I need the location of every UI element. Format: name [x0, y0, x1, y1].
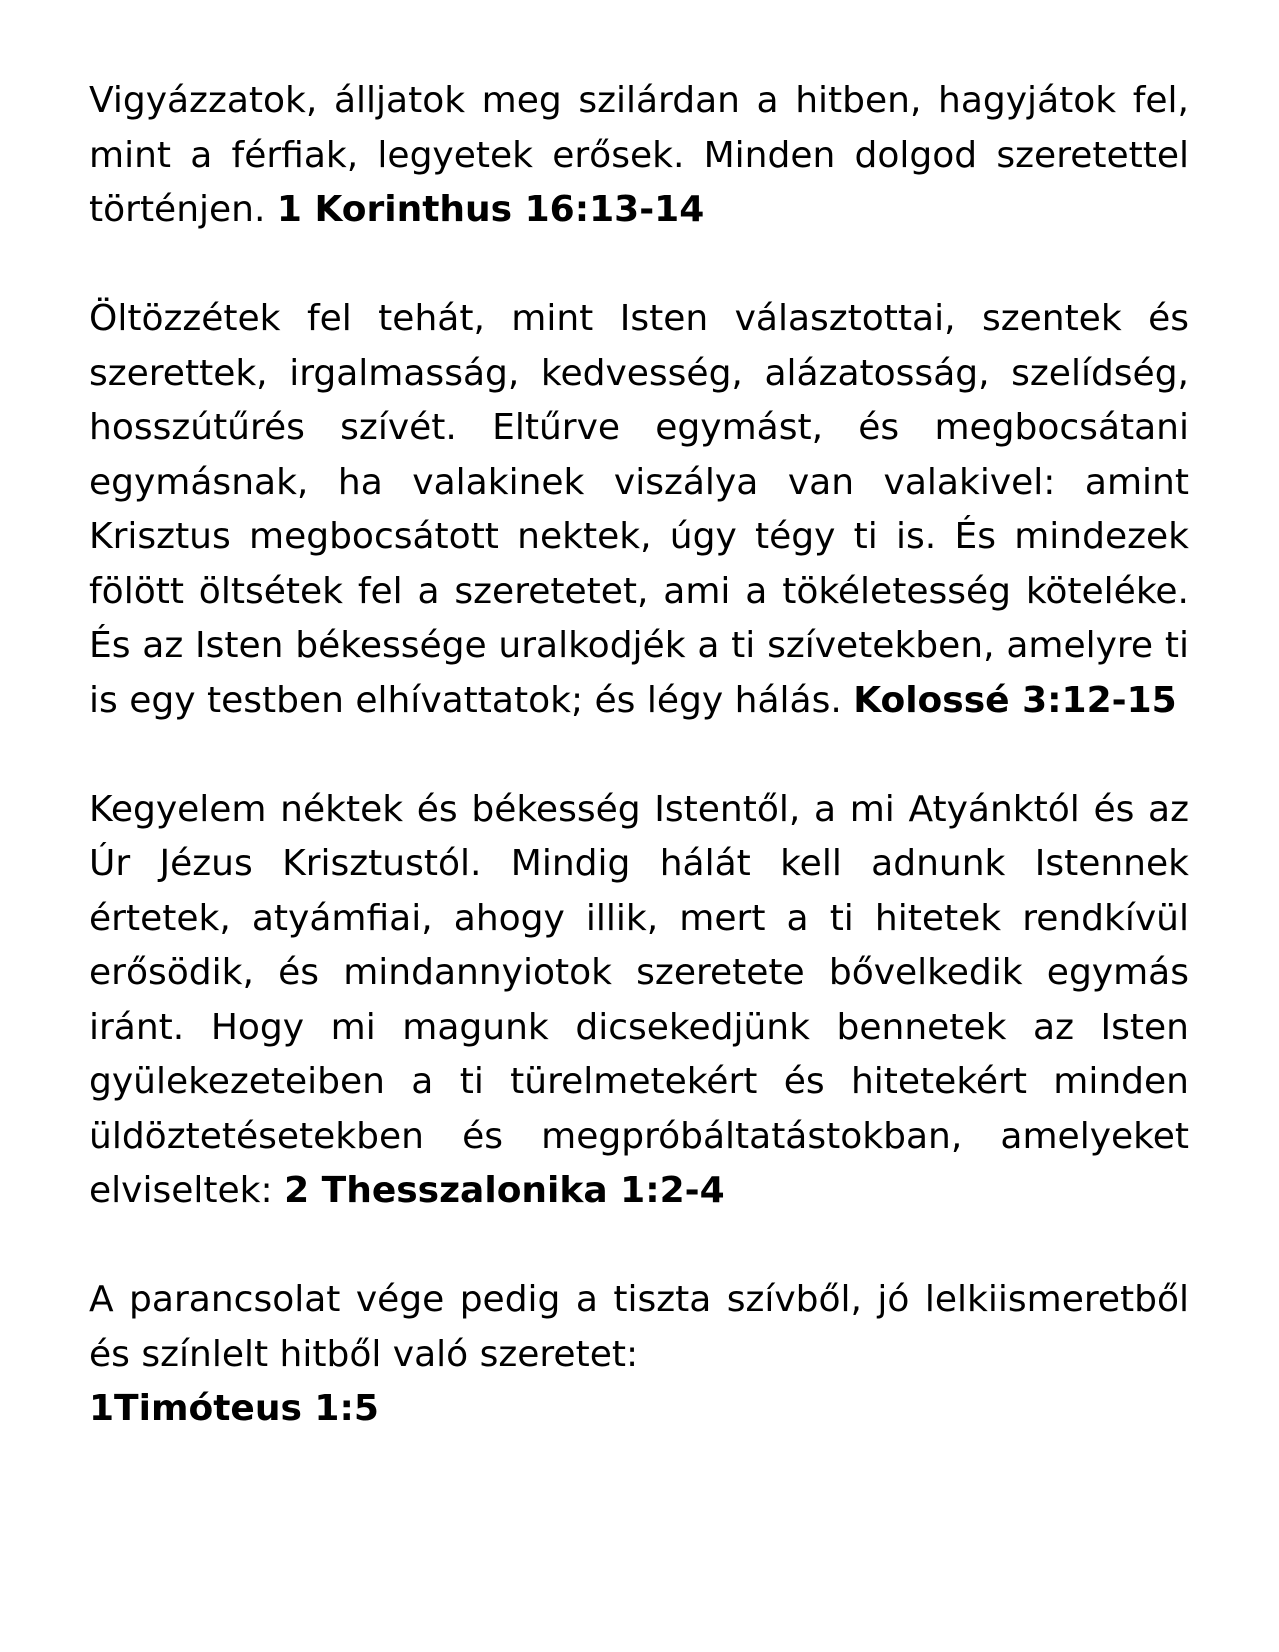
passage-text: Vigyázzatok, álljatok meg szilárdan a hitben, hagyjátok fel, mint a férfiak, legyetek erősek. Minden dolgod szeretettel történjen.: [89, 80, 1189, 230]
scripture-reference: 1Timóteus 1:5: [89, 1388, 379, 1429]
document-page: [89, 74, 1189, 1491]
passage-3: [89, 783, 1189, 1219]
passage-text: Öltözzétek fel tehát, mint Isten választottai, szentek és szerettek, irgalmasság, kedvesség, alázatosság, szelídség, hosszútűrés szívét. Eltűrve egymást, és megbocsátani egymásnak, ha valakinek viszálya van valakivel: amint Krisztus megbocsátott nektek, úgy tégy ti is. És mindezek fölött öltsétek fel a szeretetet, ami a tökéletesség köteléke. És az Isten békessége uralkodjék a ti szívetekben, amelyre ti is egy testben elhívattatok; és légy hálás.: [89, 298, 1189, 721]
passage-text: A parancsolat vége pedig a tiszta szívből, jó lelkiismeretből és színlelt hitből való szeretet:: [89, 1279, 1189, 1375]
passage-4: [89, 1273, 1189, 1437]
passage-text: Kegyelem néktek és békesség Istentől, a mi Atyánktól és az Úr Jézus Krisztustól. Mindig hálát kell adnunk Istennek értetek, atyámfiai, ahogy illik, mert a ti hitetek rendkívül erősödik, és mindannyiotok szeretete bővelkedik egymás iránt. Hogy mi magunk dicsekedjünk bennetek az Isten gyülekezeteiben a ti türelmetekért és hitetekért minden üldöztetésetekben és megpróbáltatástokban, amelyeket elviseltek:: [89, 788, 1189, 1211]
passage-2: [89, 292, 1189, 728]
passage-1: [89, 74, 1189, 238]
scripture-reference: 2 Thesszalonika 1:2-4: [284, 1170, 725, 1211]
scripture-reference: Kolossé 3:12-15: [853, 679, 1177, 721]
scripture-reference: 1 Korinthus 16:13-14: [276, 189, 705, 230]
